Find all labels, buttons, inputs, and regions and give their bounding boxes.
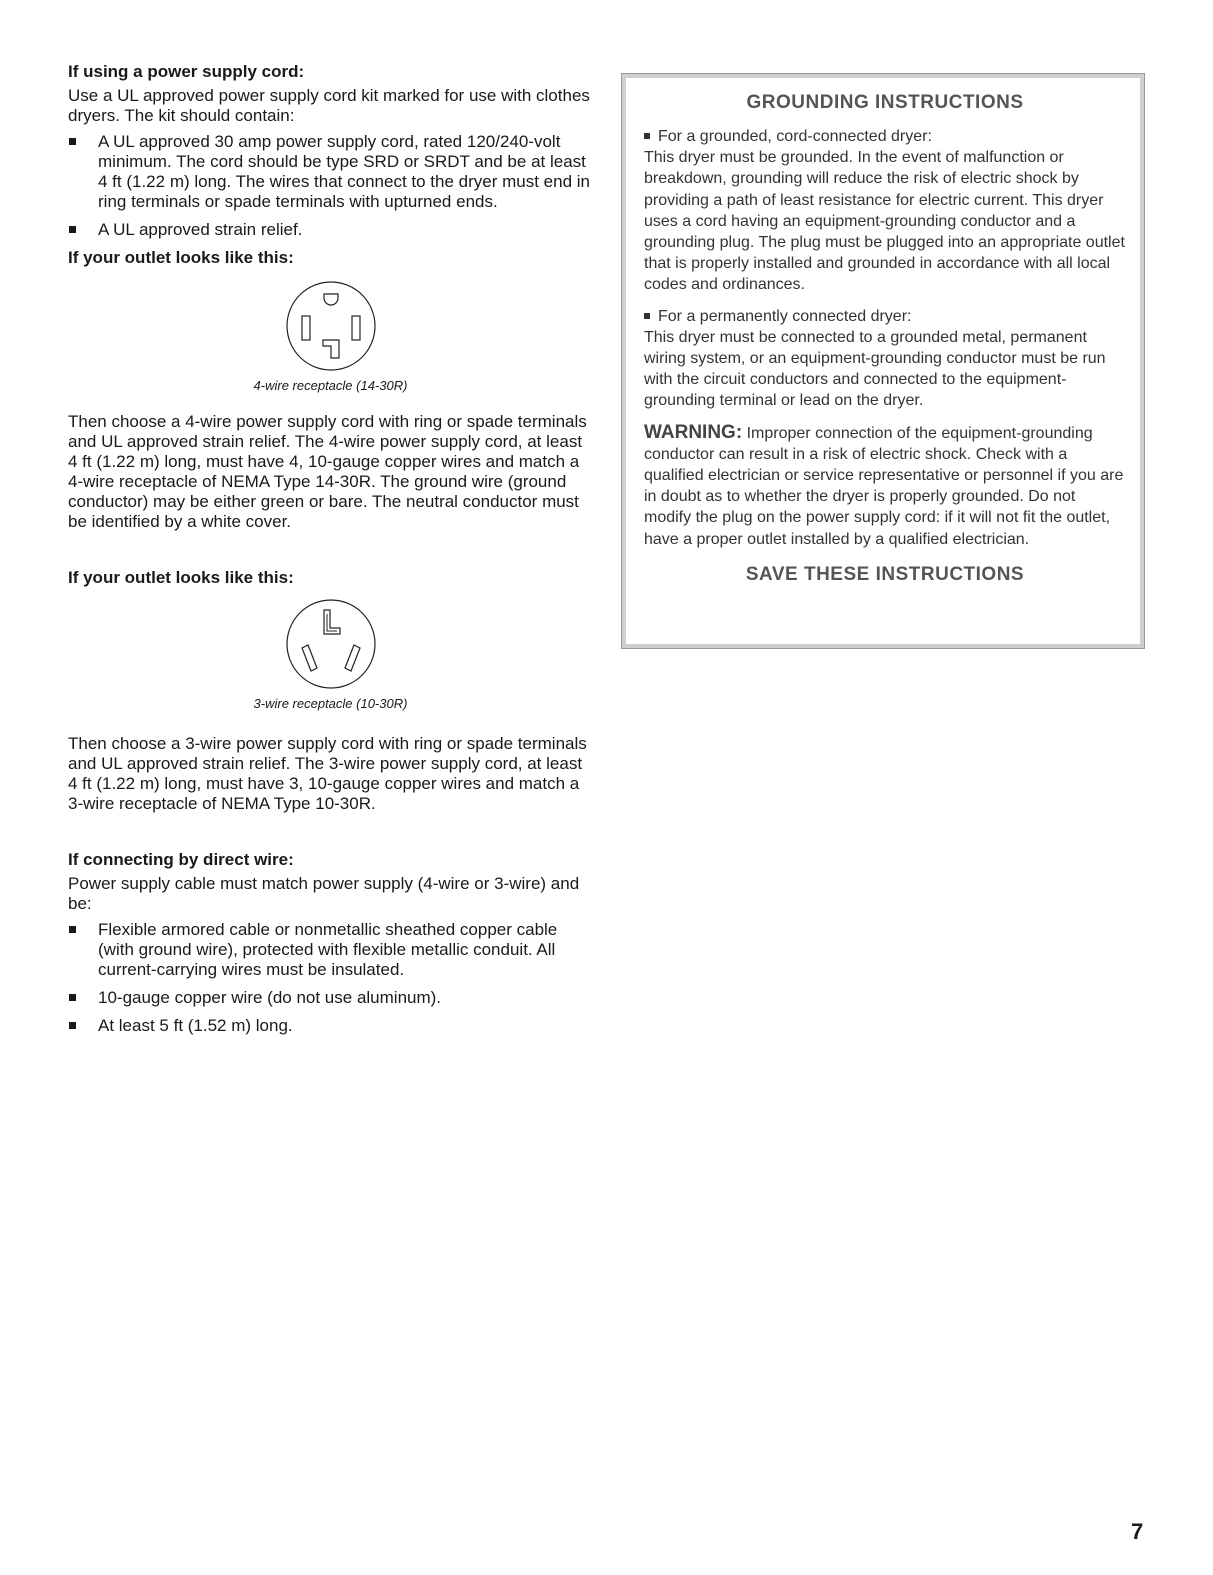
save-instructions: SAVE THESE INSTRUCTIONS bbox=[745, 563, 1025, 585]
permanent-label-line bbox=[644, 306, 1126, 327]
four-wire-caption: 4-wire receptacle (14-30R) bbox=[253, 378, 408, 393]
bullet-icon bbox=[644, 133, 650, 139]
page-number: 7 bbox=[1131, 1519, 1144, 1544]
three-wire-receptacle-figure bbox=[68, 598, 593, 712]
outlet4-heading: If your outlet looks like this: bbox=[68, 248, 294, 267]
bullet-icon bbox=[69, 926, 76, 933]
right-column bbox=[622, 74, 1144, 648]
cord-heading: If using a power supply cord: bbox=[68, 62, 305, 81]
cord-bullet-list bbox=[68, 132, 593, 240]
cord-intro: Use a UL approved power supply cord kit marked for use with clothes dryers. The kit should contain: bbox=[68, 86, 590, 125]
left-column bbox=[68, 62, 593, 1044]
grounded-text: This dryer must be grounded. In the event of malfunction or breakdown, grounding will reduce the risk of electric shock by providing a path of least resistance for electric current. This dryer uses a cord having an equipment-grounding conductor and a grounding plug. The plug must be plugged into an appropriate outlet that is properly installed and grounded in accordance with all local codes and ordinances. bbox=[644, 149, 1125, 294]
list-item: Flexible armored cable or nonmetallic sheathed copper cable (with ground wire), protected with flexible metallic conduit. All current-carrying wires must be insulated. bbox=[68, 920, 593, 980]
bullet-icon bbox=[69, 994, 76, 1001]
direct-wire-bullet-list bbox=[68, 920, 593, 1036]
grounding-title: GROUNDING INSTRUCTIONS bbox=[746, 92, 1024, 113]
permanent-text: This dryer must be connected to a grounded metal, permanent wiring system, or an equipment-grounding conductor must be run with the circuit conductors and connected to the equipment-grounding terminal or lead on the dryer. bbox=[644, 328, 1106, 410]
list-item: A UL approved 30 amp power supply cord, rated 120/240-volt minimum. The cord should be type SRD or SRDT and be at least 4 ft (1.22 m) long. The wires that connect to the dryer must end in ring terminals or spade terminals with upturned ends. bbox=[68, 132, 593, 212]
direct-wire-intro: Power supply cable must match power supply (4-wire or 3-wire) and be: bbox=[68, 874, 580, 913]
bullet-icon bbox=[69, 138, 76, 145]
outlet3-heading: If your outlet looks like this: bbox=[68, 568, 294, 587]
list-item: At least 5 ft (1.52 m) long. bbox=[68, 1016, 593, 1036]
grounded-label: For a grounded, cord-connected dryer: bbox=[658, 128, 932, 145]
warning-label: WARNING: bbox=[644, 421, 743, 443]
list-item: 10-gauge copper wire (do not use aluminum). bbox=[68, 988, 593, 1008]
outlet4-text: Then choose a 4-wire power supply cord with ring or spade terminals and UL approved strain relief. The 4-wire power supply cord, at least 4 ft (1.22 m) long, must have 4, 10-gauge copper wires and match a 4-wire receptacle of NEMA Type 14-30R. The ground wire (ground conductor) may be either green or bare. The neutral conductor must be identified by a white cover. bbox=[68, 412, 587, 531]
direct-wire-heading: If connecting by direct wire: bbox=[68, 850, 294, 869]
bullet-icon bbox=[69, 226, 76, 233]
four-wire-receptacle-icon bbox=[281, 280, 381, 372]
permanent-label: For a permanently connected dryer: bbox=[658, 307, 912, 325]
list-item: A UL approved strain relief. bbox=[68, 220, 593, 240]
grounding-instructions-box bbox=[622, 74, 1144, 648]
grounded-label-line bbox=[644, 126, 1126, 147]
outlet3-text: Then choose a 3-wire power supply cord with ring or spade terminals and UL approved strain relief. The 3-wire power supply cord, at least 4 ft (1.22 m) long, must have 3, 10-gauge copper wires and match a 3-wire receptacle of NEMA Type 10-30R. bbox=[68, 734, 587, 813]
bullet-icon bbox=[69, 1022, 76, 1029]
bullet-icon bbox=[644, 313, 650, 319]
warning-text: Improper connection of the equipment-grounding conductor can result in a risk of electric shock. Check with a qualified electrician or service representative or personnel if you are in doubt as to whether the dryer is properly grounded. Do not modify the plug on the power supply cord: if it will not fit the outlet, have a proper outlet installed by a qualified electrician. bbox=[644, 424, 1124, 548]
warning-paragraph bbox=[644, 422, 1126, 550]
four-wire-receptacle-figure bbox=[68, 280, 593, 394]
three-wire-caption: 3-wire receptacle (10-30R) bbox=[253, 696, 408, 711]
three-wire-receptacle-icon bbox=[281, 598, 381, 690]
